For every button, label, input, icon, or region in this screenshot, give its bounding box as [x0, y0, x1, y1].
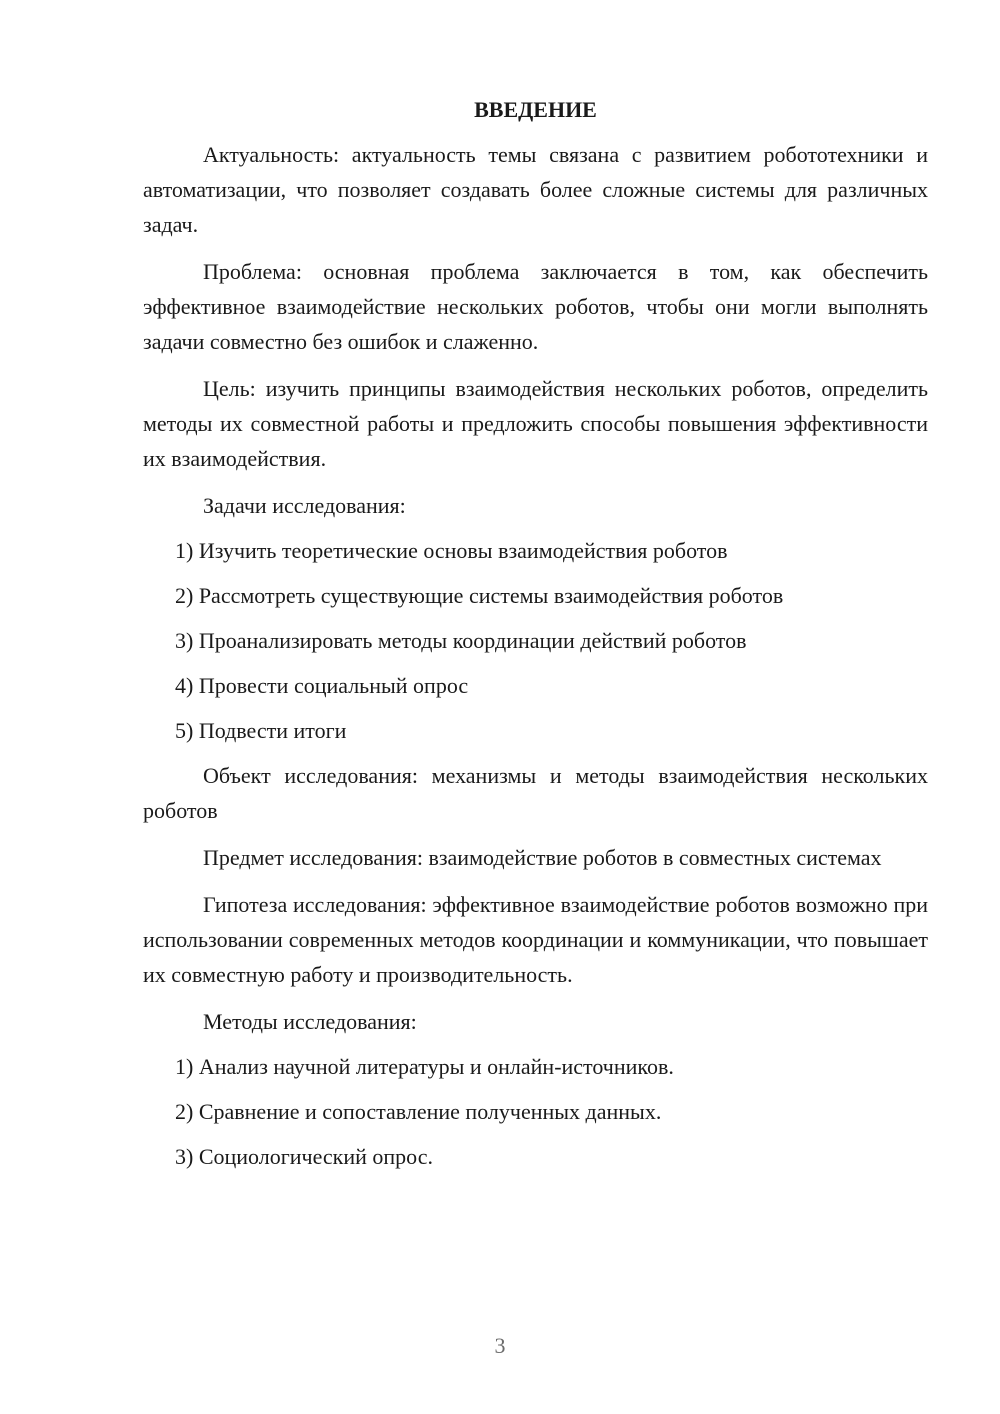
problem-paragraph: Проблема: основная проблема заключается в том, как обеспечить эффективное взаимодействие нескольких роботов, чтобы они могли выполнять задачи совместно без ошибок и слаженно. [143, 259, 928, 354]
methods-list [143, 1049, 928, 1174]
list-item: 1) Изучить теоретические основы взаимодействия роботов [175, 538, 728, 563]
methods-heading: Методы исследования: [203, 1009, 417, 1034]
list-item: 2) Сравнение и сопоставление полученных данных. [175, 1099, 662, 1124]
list-item: 2) Рассмотреть существующие системы взаимодействия роботов [175, 583, 784, 608]
list-item: 5) Подвести итоги [175, 718, 347, 743]
page-content [143, 92, 928, 1174]
object-paragraph: Объект исследования: механизмы и методы взаимодействия нескольких роботов [143, 763, 928, 823]
page-number: 3 [494, 1333, 506, 1358]
list-item: 4) Провести социальный опрос [175, 673, 469, 698]
hypothesis-paragraph: Гипотеза исследования: эффективное взаимодействие роботов возможно при использовании современных методов координации и коммуникации, что повышает их совместную работу и производительность. [143, 892, 928, 987]
tasks-heading: Задачи исследования: [203, 493, 406, 518]
goal-paragraph: Цель: изучить принципы взаимодействия нескольких роботов, определить методы их совместной работы и предложить способы повышения эффективности их взаимодействия. [143, 376, 928, 471]
list-item: 1) Анализ научной литературы и онлайн-источников. [175, 1054, 674, 1079]
list-item: 3) Проанализировать методы координации действий роботов [175, 628, 747, 653]
subject-paragraph: Предмет исследования: взаимодействие роботов в совместных системах [203, 845, 882, 870]
relevance-paragraph: Актуальность: актуальность темы связана с развитием робототехники и автоматизации, что позволяет создавать более сложные системы для различных задач. [143, 142, 928, 237]
tasks-list [143, 533, 928, 748]
section-heading: ВВЕДЕНИЕ [474, 97, 597, 122]
list-item: 3) Социологический опрос. [175, 1144, 433, 1169]
